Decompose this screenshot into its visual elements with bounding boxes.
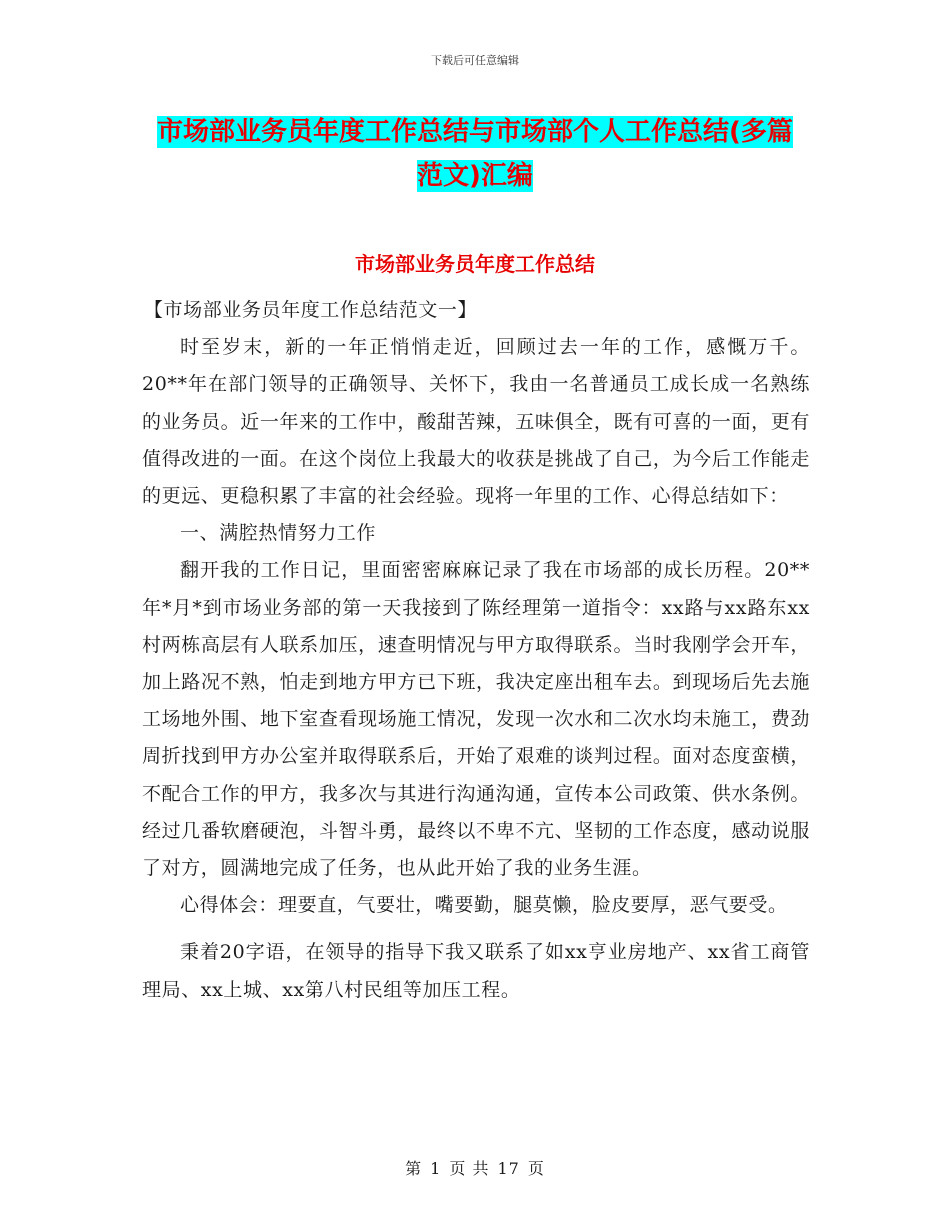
- section-title: 市场部业务员年度工作总结: [355, 252, 595, 276]
- paragraph: 秉着20字语，在领导的指导下我又联系了如xx亨业房地产、xx省工商管理局、xx上城、xx第八村民组等加压工程。: [142, 941, 810, 1001]
- footer-total-pages: 17: [497, 1159, 520, 1178]
- paragraph-heading: 【市场部业务员年度工作总结范文一】: [143, 299, 478, 321]
- document-title-text: 市场部业务员年度工作总结与市场部个人工作总结(多篇范文)汇编: [157, 117, 793, 191]
- paragraph: 心得体会：理要直，气要壮，嘴要勤，腿莫懒，脸皮要厚，恶气要受。: [180, 894, 788, 917]
- footer-prefix: 第: [405, 1159, 423, 1178]
- paragraph-subheading: 一、满腔热情努力工作: [180, 522, 377, 545]
- footer-page-number: 1: [430, 1159, 442, 1178]
- footer-suffix: 页: [527, 1159, 545, 1178]
- spacer: [142, 924, 810, 934]
- footer-middle: 页 共: [449, 1159, 490, 1178]
- paragraph: 时至岁末，新的一年正悄悄走近，回顾过去一年的工作，感慨万千。20**年在部门领导的正确领导、关怀下，我由一名普通员工成长成一名熟练的业务员。近一年来的工作中，酸甜苦辣，五味俱全，既有可喜的一面，更有值得改进的一面。在这个岗位上我最大的收获是挑战了自己，为今后工作能走的更远、更稳积累了丰富的社会经验。现将一年里的工作、心得总结如下：: [142, 336, 810, 508]
- paragraph: 翻开我的工作日记，里面密密麻麻记录了我在市场部的成长历程。20**年*月*到市场业务部的第一天我接到了陈经理第一道指令：xx路与xx路东xx村两栋高层有人联系加压，速查明情况与甲方取得联系。当时我刚学会开车，加上路况不熟，怕走到地方甲方已下班，我决定座出租车去。到现场后先去施工场地外围、地下室查看现场施工情况，发现一次水和二次水均未施工，费劲周折找到甲方办公室并取得联系后，开始了艰难的谈判过程。面对态度蛮横，不配合工作的甲方，我多次与其进行沟通沟通，宣传本公司政策、供水条例。经过几番软磨硬泡，斗智斗勇，最终以不卑不亢、坚韧的工作态度，感动说服了对方，圆满地完成了任务，也从此开始了我的业务生涯。: [142, 559, 810, 880]
- page-footer: [0, 1156, 950, 1179]
- document-title: [145, 110, 805, 198]
- header-note: 下载后可任意编辑: [431, 54, 519, 67]
- document-body: [142, 292, 810, 1009]
